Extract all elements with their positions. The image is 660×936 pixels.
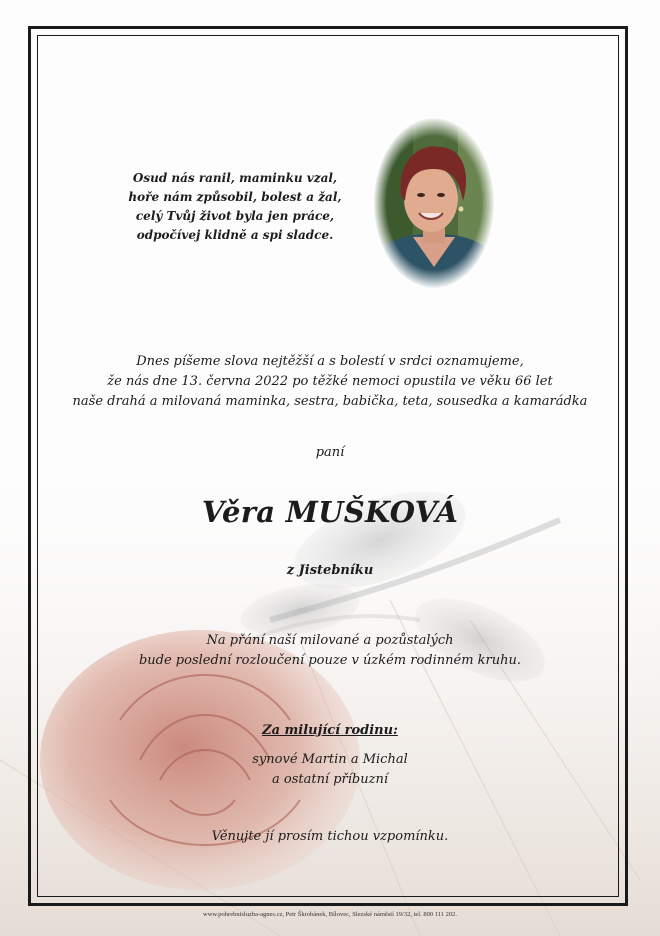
farewell-notice: [80, 631, 580, 671]
poem-line: hoře nám způsobil, bolest a žal,: [128, 190, 342, 204]
closing-request: Věnujte jí prosím tichou vzpomínku.: [211, 829, 449, 844]
death-announcement: [60, 352, 600, 412]
memorial-poem: [100, 169, 370, 245]
announcement-line: Dnes píšeme slova nejtěžší a s bolestí v srdci oznamujeme,: [136, 354, 524, 369]
poem-line: odpočívej klidně a spi sladce.: [136, 228, 334, 242]
announcement-line: naše drahá a milovaná maminka, sestra, babička, teta, sousedka a kamarádka: [72, 394, 588, 409]
deceased-origin: z Jistebníku: [286, 563, 374, 578]
title-prefix: paní: [315, 445, 345, 460]
family-line: synové Martin a Michal: [252, 752, 408, 767]
farewell-line: bude poslední rozloučení pouze v úzkém rodinném kruhu.: [138, 653, 522, 668]
funeral-service-footer: www.pohrebnisluzba-agnes.cz, Petr Škrobánek, Bílovec, Slezské náměstí 19/32, tel. 800 111 202.: [203, 911, 457, 918]
family-line: a ostatní příbuzní: [271, 772, 388, 787]
poem-line: celý Tvůj život byla jen práce,: [135, 209, 335, 223]
family-heading: Za milující rodinu:: [262, 723, 398, 738]
portrait-photo: [373, 117, 495, 289]
deceased-name: Věra MUŠKOVÁ: [201, 495, 459, 529]
announcement-line: že nás dne 13. června 2022 po těžké nemoci opustila ve věku 66 let: [107, 374, 553, 389]
farewell-line: Na přání naší milované a pozůstalých: [206, 633, 454, 648]
family-list: [200, 750, 460, 790]
poem-line: Osud nás ranil, maminku vzal,: [132, 171, 338, 185]
